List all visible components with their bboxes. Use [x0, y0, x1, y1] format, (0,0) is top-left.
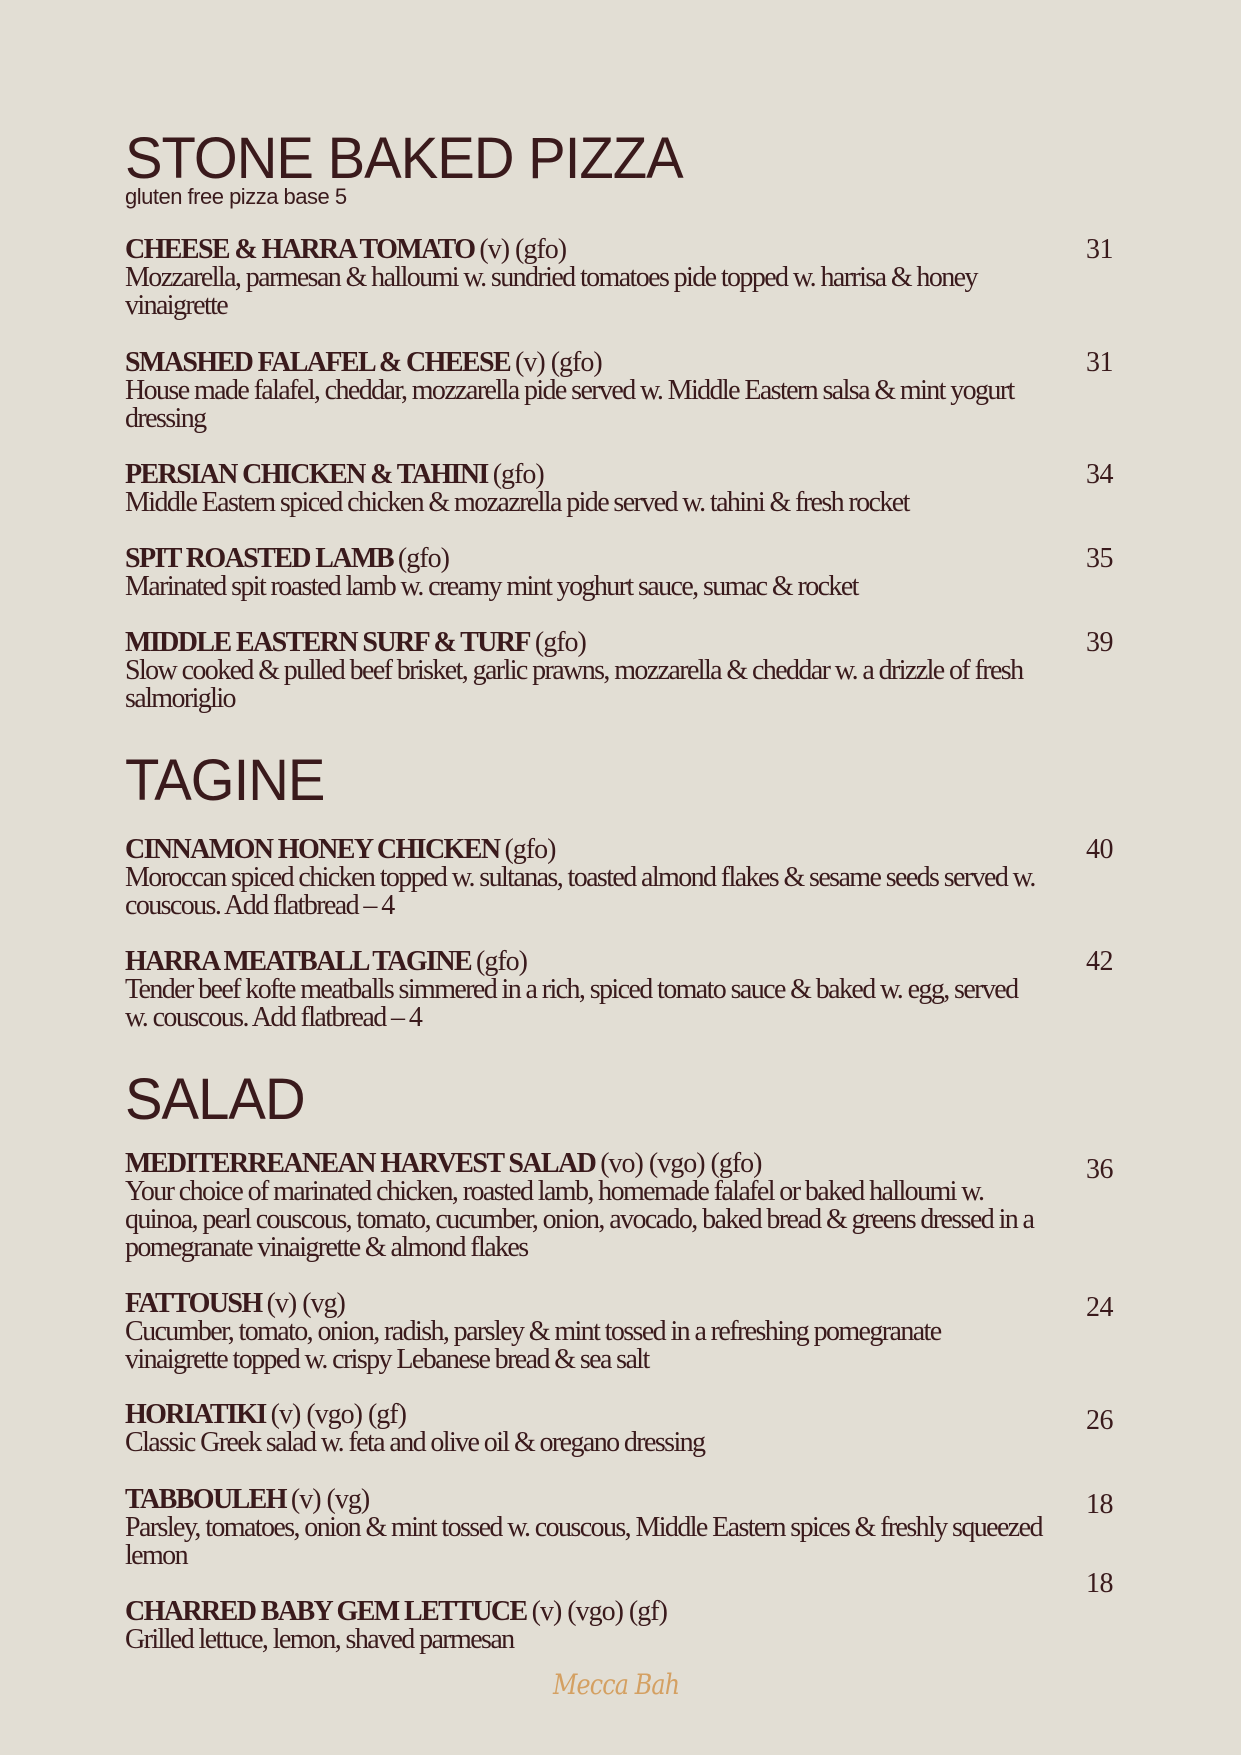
item-price: 35 — [1086, 543, 1113, 574]
item-description: Marinated spit roasted lamb w. creamy mint yoghurt sauce, sumac & rocket — [125, 571, 858, 602]
menu-item — [125, 1150, 1115, 1262]
menu-item — [125, 236, 1115, 320]
item-tags: (v) (gfo) — [515, 347, 602, 378]
item-name: CHARRED BABY GEM LETTUCE — [125, 1596, 527, 1627]
item-name: SMASHED FALAFEL & CHEESE — [125, 347, 511, 378]
item-price: 36 — [1086, 1154, 1113, 1185]
item-name: FATTOUSH — [125, 1288, 262, 1319]
item-description: Middle Eastern spiced chicken & mozazrella pide served w. tahini & fresh rocket — [125, 487, 909, 518]
menu-item — [125, 629, 1115, 713]
menu-item — [125, 461, 1115, 517]
item-description: Grilled lettuce, lemon, shaved parmesan — [125, 1624, 514, 1655]
menu-item — [125, 948, 1115, 1032]
item-price: 34 — [1086, 459, 1113, 490]
item-price: 31 — [1086, 234, 1113, 265]
item-price: 24 — [1086, 1292, 1113, 1323]
item-tags: (gfo) — [397, 543, 449, 574]
item-price: 26 — [1086, 1405, 1113, 1436]
menu-item — [125, 836, 1115, 920]
item-name: MIDDLE EASTERN SURF & TURF — [125, 627, 530, 658]
item-price: 42 — [1086, 946, 1113, 977]
item-tags: (gfo) — [476, 946, 528, 977]
menu-item — [125, 1401, 1115, 1457]
item-description: Classic Greek salad w. feta and olive oil & oregano dressing — [125, 1427, 705, 1458]
item-name: PERSIAN CHICKEN & TAHINI — [125, 459, 488, 490]
item-price: 40 — [1086, 834, 1113, 865]
item-price: 18 — [1086, 1568, 1113, 1599]
item-tags: (gfo) — [492, 459, 544, 490]
section-title-tagine: TAGINE — [125, 748, 325, 813]
item-name: TABBOULEH — [125, 1484, 286, 1515]
item-tags: (v) (vgo) (gf) — [270, 1399, 406, 1430]
item-name: MEDITERREANEAN HARVEST SALAD — [125, 1148, 596, 1179]
item-tags: (v) (vgo) (gf) — [531, 1596, 667, 1627]
item-name: HARRA MEATBALL TAGINE — [125, 946, 472, 977]
item-description: Your choice of marinated chicken, roasted lamb, homemade falafel or baked halloumi w. quinoa, pearl couscous, tomato, cucumber, onion, avocado, baked bread & greens dressed in a pomegranate vinaigrette & almond flakes — [125, 1176, 1034, 1263]
item-tags: (v) (vg) — [266, 1288, 345, 1319]
item-description: Slow cooked & pulled beef brisket, garlic prawns, mozzarella & cheddar w. a drizzle of fresh salmoriglio — [125, 655, 1023, 714]
menu-item — [125, 1290, 1115, 1374]
item-name: CINNAMON HONEY CHICKEN — [125, 834, 500, 865]
item-name: SPIT ROASTED LAMB — [125, 543, 393, 574]
menu-item — [125, 1486, 1115, 1570]
item-name: CHEESE & HARRA TOMATO — [125, 234, 475, 265]
item-description: Mozzarella, parmesan & halloumi w. sundried tomatoes pide topped w. harrisa & honey vinaigrette — [125, 262, 977, 321]
item-tags: (v) (vg) — [290, 1484, 370, 1515]
item-description: Cucumber, tomato, onion, radish, parsley & mint tossed in a refreshing pomegranate vinaigrette topped w. crispy Lebanese bread & sea salt — [125, 1316, 941, 1375]
menu-item — [125, 1568, 1115, 1655]
item-tags: (vo) (vgo) (gfo) — [600, 1148, 762, 1179]
item-tags: (gfo) — [534, 627, 586, 658]
menu-item — [125, 545, 1115, 601]
item-price: 31 — [1086, 347, 1113, 378]
item-tags: (v) (gfo) — [479, 234, 567, 265]
section-subtitle-pizza: gluten free pizza base 5 — [125, 184, 347, 209]
signature-logo: Mecca Bah — [553, 1668, 680, 1701]
item-price: 18 — [1086, 1489, 1113, 1520]
item-description: House made falafel, cheddar, mozzarella pide served w. Middle Eastern salsa & mint yogurt dressing — [125, 375, 1014, 434]
section-title-pizza: STONE BAKED PIZZA — [125, 126, 683, 191]
item-description: Moroccan spiced chicken topped w. sultanas, toasted almond flakes & sesame seeds served w. couscous. Add flatbread – 4 — [125, 862, 1035, 921]
item-tags: (gfo) — [504, 834, 556, 865]
item-price: 39 — [1086, 627, 1113, 658]
item-description: Parsley, tomatoes, onion & mint tossed w. couscous, Middle Eastern spices & freshly squeezed lemon — [125, 1512, 1042, 1571]
menu-item — [125, 349, 1115, 433]
item-description: Tender beef kofte meatballs simmered in a rich, spiced tomato sauce & baked w. egg, served w. couscous. Add flatbread – 4 — [125, 974, 1018, 1033]
item-name: HORIATIKI — [125, 1399, 266, 1430]
section-title-salad: SALAD — [125, 1067, 305, 1132]
